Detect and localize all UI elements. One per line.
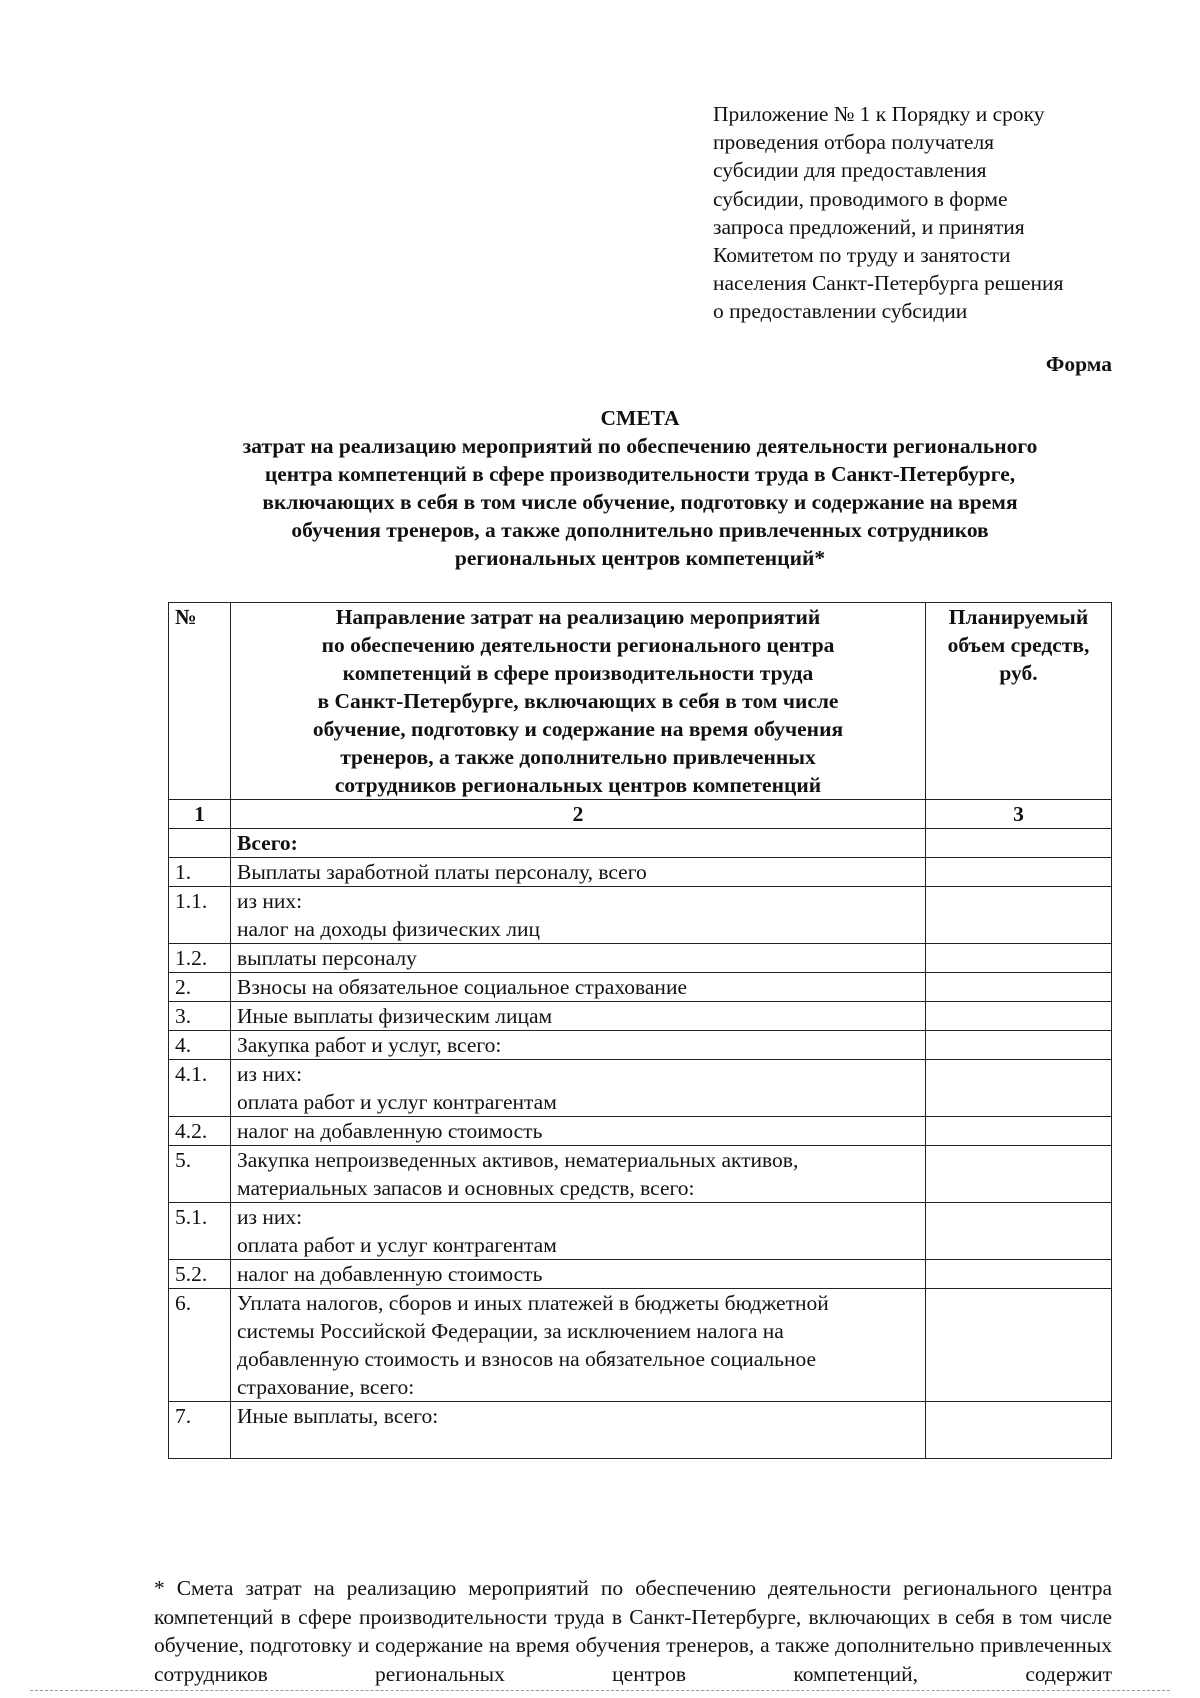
document-subtitle xyxy=(150,432,1130,572)
row-description xyxy=(231,829,926,858)
row-number: 4.2. xyxy=(169,1117,231,1146)
table-row xyxy=(169,1146,1112,1203)
row-description-line: из них: xyxy=(237,889,303,913)
row-amount-cell[interactable] xyxy=(926,858,1112,887)
row-description-line: Закупка работ и услуг, всего: xyxy=(237,1033,502,1057)
header-direction xyxy=(231,603,926,800)
row-amount-cell[interactable] xyxy=(926,1117,1112,1146)
appendix-line: Комитетом по труду и занятости xyxy=(713,243,1011,268)
row-number: 5.1. xyxy=(169,1203,231,1260)
table-row xyxy=(169,1402,1112,1459)
row-description-line: выплаты персоналу xyxy=(237,946,417,970)
header-direction-line: сотрудников региональных центров компетенций xyxy=(334,773,822,797)
appendix-line: населения Санкт-Петербурга решения xyxy=(713,271,1064,296)
row-amount-cell[interactable] xyxy=(926,1289,1112,1402)
scan-edge-line xyxy=(30,1690,1170,1692)
table-header-row xyxy=(169,603,1112,800)
row-amount-cell[interactable] xyxy=(926,1060,1112,1117)
row-number: 1.1. xyxy=(169,887,231,944)
row-description-line: налог на добавленную стоимость xyxy=(237,1119,543,1143)
form-label: Форма xyxy=(1045,352,1112,376)
cost-estimate-table xyxy=(168,602,1112,1459)
row-amount-cell[interactable] xyxy=(926,1002,1112,1031)
row-description xyxy=(231,1117,926,1146)
row-number: 3. xyxy=(169,1002,231,1031)
table-index-row xyxy=(169,800,1112,829)
row-amount-cell[interactable] xyxy=(926,944,1112,973)
row-description-line: налог на добавленную стоимость xyxy=(237,1262,543,1286)
index-cell: 1 xyxy=(169,800,231,829)
row-description-line: страхование, всего: xyxy=(237,1375,415,1399)
header-amount-line: объем средств, xyxy=(947,633,1090,657)
index-cell: 2 xyxy=(231,800,926,829)
row-description xyxy=(231,1031,926,1060)
row-description-line: Всего: xyxy=(237,831,298,855)
row-description xyxy=(231,887,926,944)
table-row xyxy=(169,1117,1112,1146)
header-direction-line: Направление затрат на реализацию мероприятий xyxy=(335,605,821,629)
table-row xyxy=(169,1203,1112,1260)
row-description-line: системы Российской Федерации, за исключением налога на xyxy=(237,1319,784,1343)
row-amount-cell[interactable] xyxy=(926,1402,1112,1459)
table-row xyxy=(169,1031,1112,1060)
row-description-line: из них: xyxy=(237,1062,303,1086)
subtitle-line: центра компетенций в сфере производительности труда в Санкт-Петербурге, xyxy=(264,462,1016,486)
row-description-line: оплата работ и услуг контрагентам xyxy=(237,1090,557,1114)
row-number xyxy=(169,829,231,858)
appendix-line: о предоставлении субсидии xyxy=(713,299,968,324)
footnote: * Смета затрат на реализацию мероприятий по обеспечению деятельности регионального центра компетенций в сфере производительности труда в Санкт-Петербурге, включающих в себя в том числе обучение, подготовку и содержание на время обучения тренеров, а также дополнительно привлеченных сотрудников региональных центров компетенций, содержит xyxy=(154,1576,1112,1686)
table-body xyxy=(169,829,1112,1459)
row-description-line: Иные выплаты, всего: xyxy=(237,1404,439,1428)
row-number: 5.2. xyxy=(169,1260,231,1289)
row-amount-cell[interactable] xyxy=(926,887,1112,944)
row-number: 4. xyxy=(169,1031,231,1060)
row-description xyxy=(231,1203,926,1260)
row-amount-cell[interactable] xyxy=(926,1031,1112,1060)
appendix-line: субсидии, проводимого в форме xyxy=(713,186,1008,211)
header-direction-line: по обеспечению деятельности регионального центра xyxy=(321,633,835,657)
row-amount-cell[interactable] xyxy=(926,1146,1112,1203)
index-cell: 3 xyxy=(926,800,1112,829)
row-number: 4.1. xyxy=(169,1060,231,1117)
appendix-line: субсидии для предоставления xyxy=(713,158,987,183)
row-description-line: Взносы на обязательное социальное страхование xyxy=(237,975,687,999)
appendix-note xyxy=(713,100,1133,326)
row-description xyxy=(231,858,926,887)
row-description-line: Иные выплаты физическим лицам xyxy=(237,1004,553,1028)
row-amount-cell[interactable] xyxy=(926,1260,1112,1289)
row-description xyxy=(231,973,926,1002)
header-number-label: № xyxy=(175,605,197,629)
subtitle-line: затрат на реализацию мероприятий по обеспечению деятельности регионального xyxy=(242,434,1038,458)
row-amount-cell[interactable] xyxy=(926,1203,1112,1260)
table-row xyxy=(169,944,1112,973)
row-description-line: из них: xyxy=(237,1205,303,1229)
row-description-line: Уплата налогов, сборов и иных платежей в бюджеты бюджетной xyxy=(237,1291,829,1315)
row-description-line: Выплаты заработной платы персоналу, всего xyxy=(237,860,647,884)
row-description-line: добавленную стоимость и взносов на обязательное социальное xyxy=(237,1347,817,1371)
subtitle-line: обучения тренеров, а также дополнительно привлеченных сотрудников xyxy=(291,518,989,542)
row-amount-cell[interactable] xyxy=(926,973,1112,1002)
row-amount-cell[interactable] xyxy=(926,829,1112,858)
table-row xyxy=(169,829,1112,858)
row-number: 5. xyxy=(169,1146,231,1203)
header-amount xyxy=(926,603,1112,800)
row-description xyxy=(231,1146,926,1203)
row-number: 6. xyxy=(169,1289,231,1402)
table-row xyxy=(169,858,1112,887)
row-description xyxy=(231,1002,926,1031)
row-description-line: налог на доходы физических лиц xyxy=(237,917,540,941)
table-row xyxy=(169,1260,1112,1289)
row-description-line: материальных запасов и основных средств, всего: xyxy=(237,1176,695,1200)
row-number: 1. xyxy=(169,858,231,887)
row-number: 1.2. xyxy=(169,944,231,973)
table-row xyxy=(169,1060,1112,1117)
table-row xyxy=(169,1289,1112,1402)
row-description xyxy=(231,1060,926,1117)
table-row xyxy=(169,887,1112,944)
appendix-line: Приложение № 1 к Порядку и сроку xyxy=(713,102,1045,126)
header-direction-line: компетенций в сфере производительности труда xyxy=(342,661,814,685)
row-description-line: оплата работ и услуг контрагентам xyxy=(237,1233,557,1257)
header-direction-line: в Санкт-Петербурге, включающих в себя в том числе xyxy=(317,689,839,713)
header-number xyxy=(169,603,231,800)
header-amount-line: Планируемый xyxy=(948,605,1089,629)
table-row xyxy=(169,1002,1112,1031)
row-number: 2. xyxy=(169,973,231,1002)
row-description xyxy=(231,1289,926,1402)
row-description xyxy=(231,1402,926,1459)
row-number: 7. xyxy=(169,1402,231,1459)
header-direction-line: обучение, подготовку и содержание на время обучения xyxy=(312,717,844,741)
document-title: СМЕТА xyxy=(600,406,680,430)
appendix-line: запроса предложений, и принятия xyxy=(713,214,1025,239)
subtitle-line: региональных центров компетенций* xyxy=(454,546,826,570)
row-description xyxy=(231,944,926,973)
appendix-line: проведения отбора получателя xyxy=(713,130,995,155)
header-direction-line: тренеров, а также дополнительно привлеченных xyxy=(340,745,816,769)
row-description-line: Закупка непроизведенных активов, нематериальных активов, xyxy=(237,1148,799,1172)
row-description xyxy=(231,1260,926,1289)
subtitle-line: включающих в себя в том числе обучение, подготовку и содержание на время xyxy=(262,490,1018,514)
table-row xyxy=(169,973,1112,1002)
header-amount-line: руб. xyxy=(999,661,1038,685)
